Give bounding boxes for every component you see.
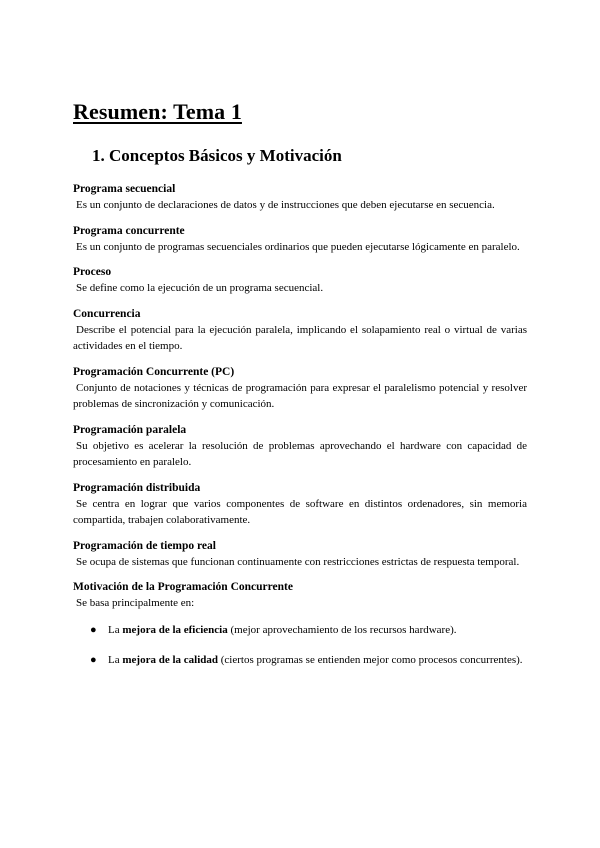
bullet-dot-icon: ● [90, 623, 97, 636]
motivation-entry [73, 579, 527, 612]
definition-text: Es un conjunto de declaraciones de datos y de instrucciones que deben ejecutarse en secuencia. [76, 199, 495, 211]
definition-entry [73, 364, 527, 413]
definition-entry [73, 223, 527, 256]
definition-text: Se ocupa de sistemas que funcionan continuamente con restricciones estrictas de respuesta temporal. [76, 555, 520, 568]
motivation-intro: Se basa principalmente en: [76, 597, 195, 609]
bullet-text-prefix: La [108, 654, 123, 666]
definition-entry [73, 181, 527, 214]
definition-term: Concurrencia [73, 307, 141, 320]
bullet-item [73, 622, 527, 639]
document-title: Resumen: Tema 1 [73, 99, 242, 124]
bullet-dot-icon: ● [90, 654, 97, 666]
definition-text: Conjunto de notaciones y técnicas de programación para expresar el paralelismo potencial y resolver problemas de sincronización y comunicación. [73, 381, 527, 410]
bullet-text-bold: mejora de la eficiencia [122, 623, 228, 636]
definition-term: Programa concurrente [73, 224, 185, 237]
bullet-text-prefix: La [108, 623, 123, 636]
definition-term: Programación paralela [73, 423, 187, 436]
definition-term: Programa secuencial [73, 183, 176, 195]
motivation-heading: Motivación de la Programación Concurrente [73, 581, 293, 593]
definition-text: Se centra en lograr que varios componentes de software en distintos ordenadores, sin memoria compartida, trabajen colaborativamente. [73, 497, 527, 526]
bullet-text-suffix: (ciertos programas se entienden mejor como procesos concurrentes). [218, 654, 523, 666]
definition-term: Programación de tiempo real [73, 539, 216, 552]
bullet-text-bold: mejora de la calidad [122, 654, 218, 666]
definition-text: Describe el potencial para la ejecución paralela, implicando el solapamiento real o virtual de varias actividades en el tiempo. [73, 323, 527, 352]
definition-entry [73, 480, 527, 529]
definition-term: Proceso [73, 266, 112, 278]
definition-entry [73, 264, 527, 297]
bullet-item [73, 652, 527, 669]
definition-term: Programación Concurrente (PC) [73, 365, 235, 378]
definitions-list [73, 181, 527, 683]
bullet-text-suffix: (mejor aprovechamiento de los recursos hardware). [227, 623, 457, 636]
definition-term: Programación distribuida [73, 481, 201, 494]
motivation-bullet-list [73, 622, 527, 669]
definition-text: Se define como la ejecución de un programa secuencial. [76, 282, 324, 294]
definition-text: Su objetivo es acelerar la resolución de problemas aprovechando el hardware con capacidad de procesamiento en paralelo. [73, 439, 527, 468]
section-heading: 1. Conceptos Básicos y Motivación [92, 146, 342, 165]
definition-entry [73, 422, 527, 471]
definition-text: Es un conjunto de programas secuenciales ordinarios que pueden ejecutarse lógicamente en paralelo. [76, 240, 520, 253]
definition-entry [73, 306, 527, 355]
definition-entry [73, 538, 527, 571]
